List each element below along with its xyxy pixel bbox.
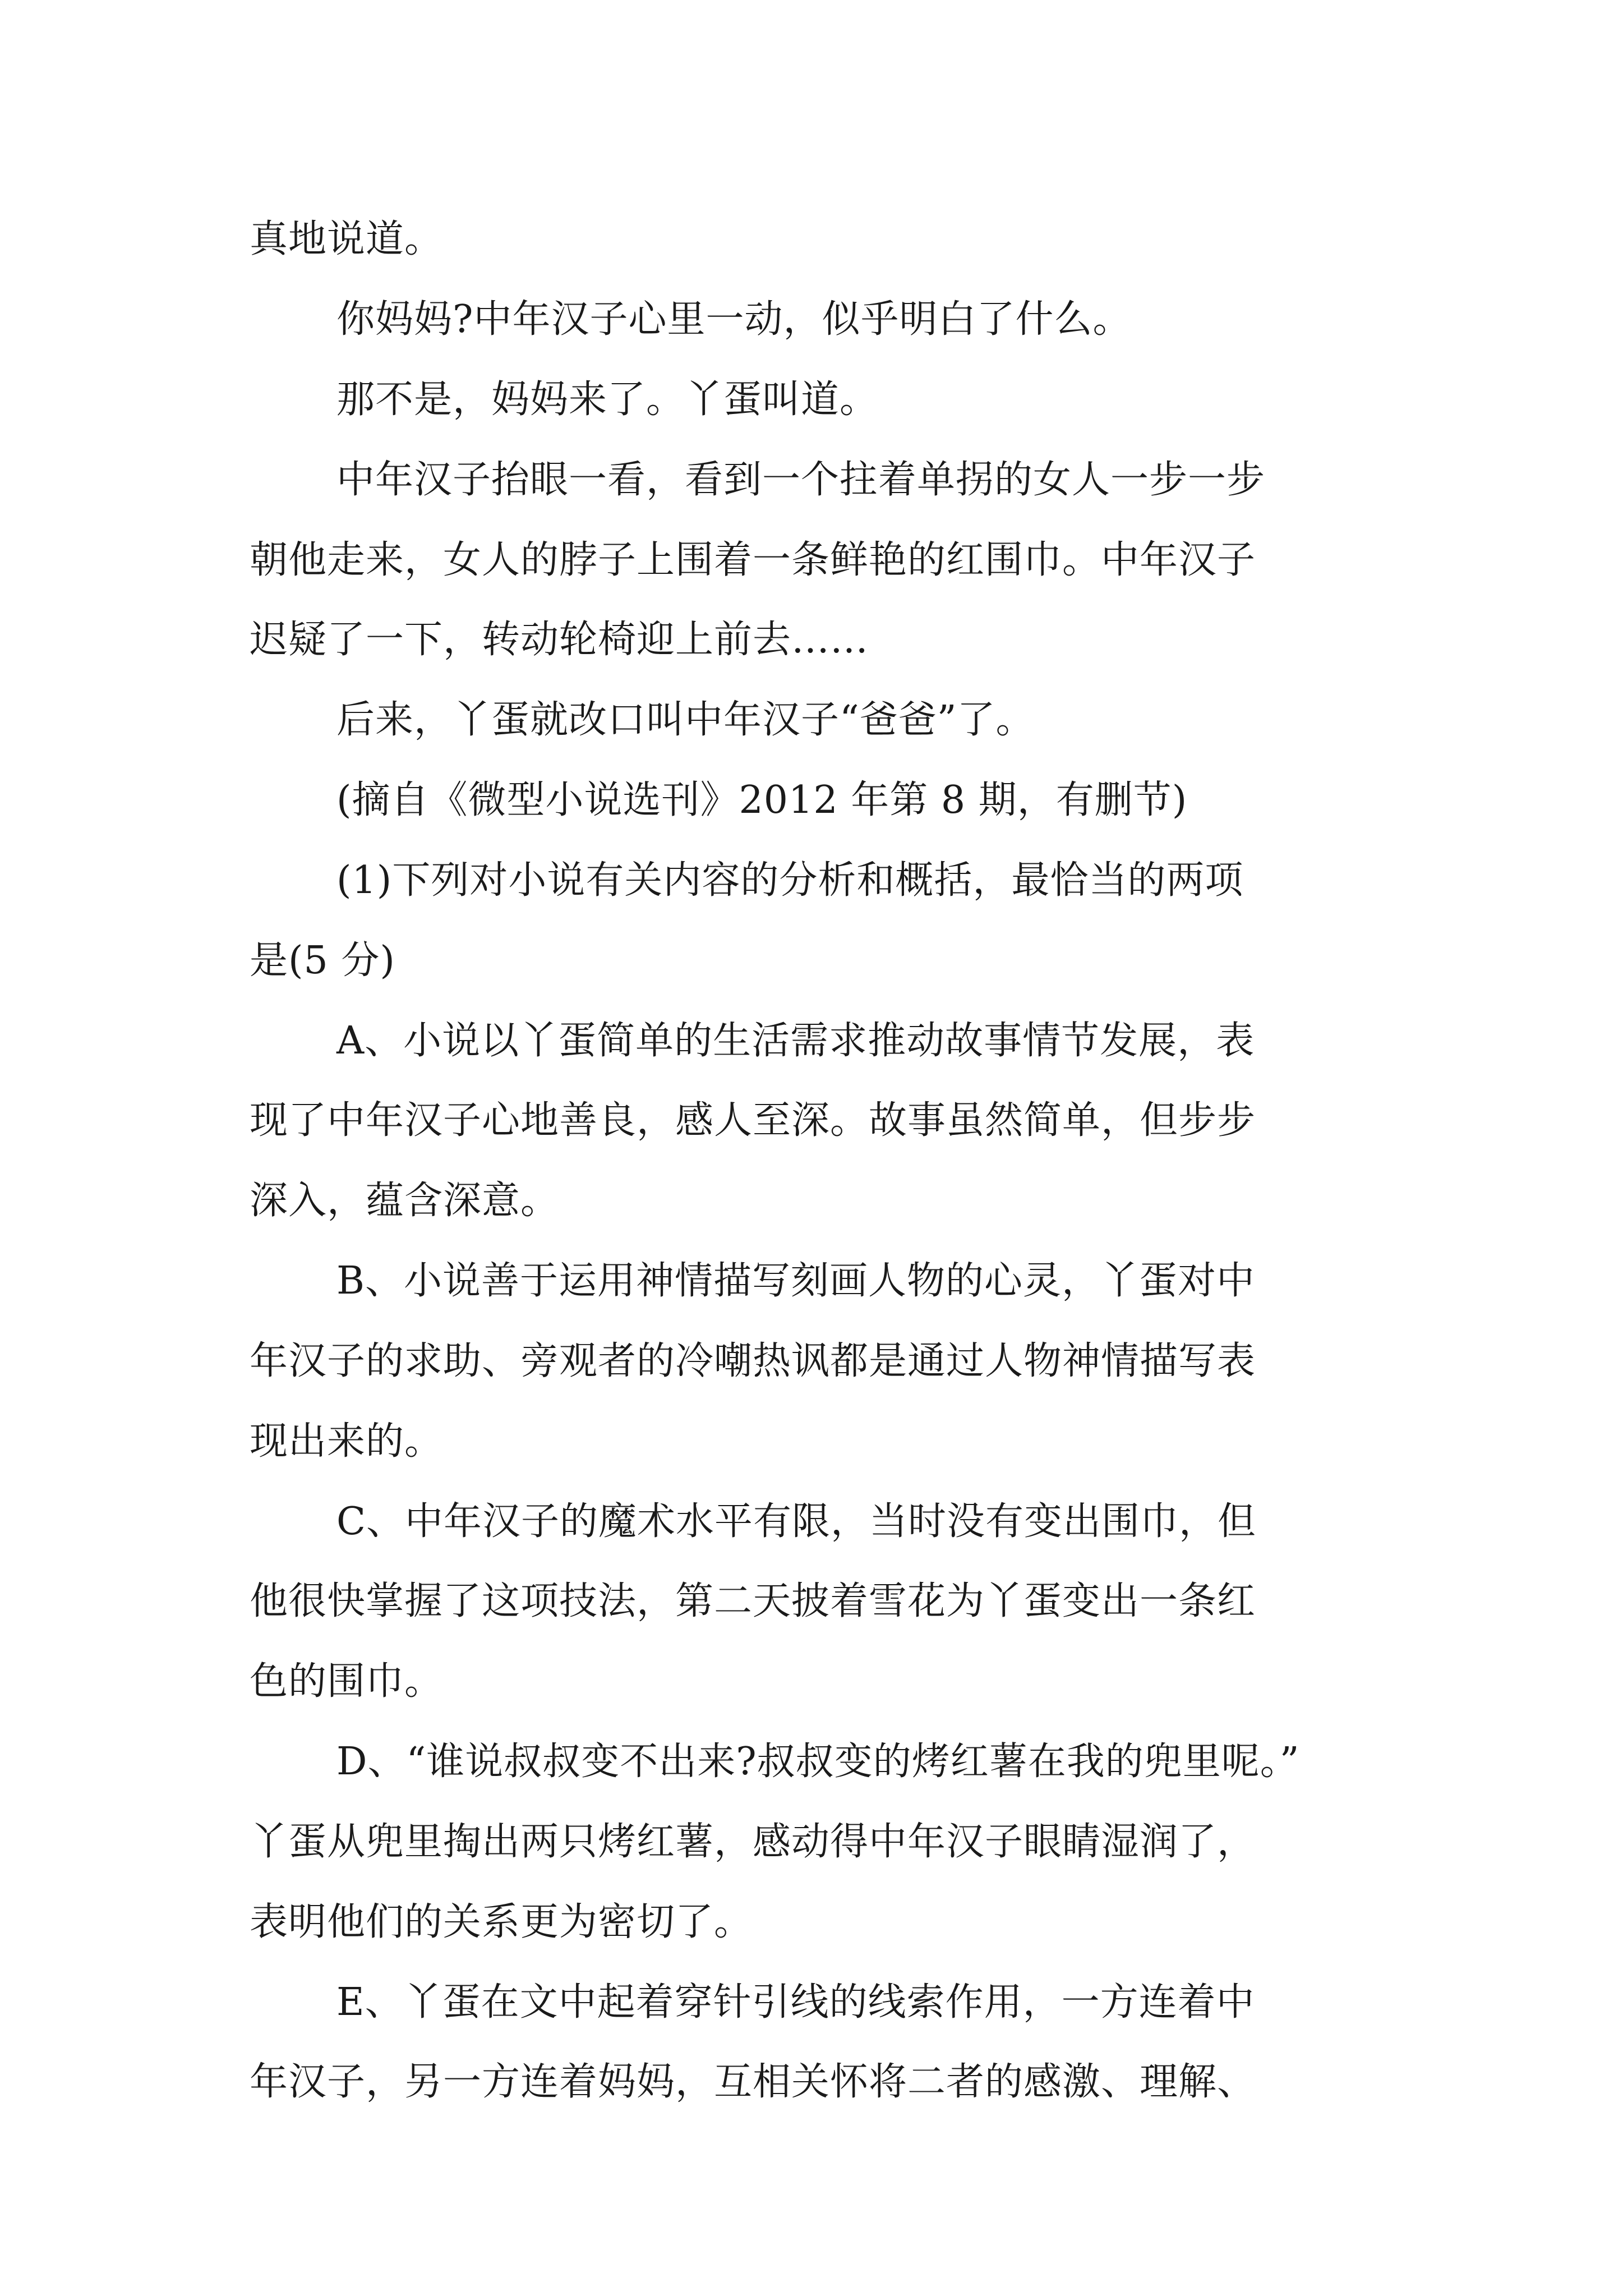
text-line: 年汉子的求助、旁观者的冷嘲热讽都是通过人物神情描写表 [250,1339,1256,1383]
text-line: 色的围巾。 [250,1659,444,1704]
text-line: C、中年汉子的魔术水平有限，当时没有变出围巾，但 [336,1499,1257,1544]
text-line: E、丫蛋在文中起着穿针引线的线索作用，一方连着中 [336,1980,1255,2024]
text-line: B、小说善于运用神情描写刻画人物的心灵，丫蛋对中 [336,1259,1255,1303]
text-line: 那不是，妈妈来了。丫蛋叫道。 [336,378,879,422]
text-line: 他很快掌握了这项技法，第二天披着雪花为丫蛋变出一条红 [250,1579,1256,1623]
text-line: 现出来的。 [250,1419,444,1464]
text-line: 你妈妈?中年汉子心里一动，似乎明白了什么。 [336,297,1132,342]
text-line: 是(5 分) [250,938,395,983]
text-line: 丫蛋从兜里掏出两只烤红薯，感动得中年汉子眼睛湿润了， [250,1820,1256,1864]
text-line: 朝他走来，女人的脖子上围着一条鲜艳的红围巾。中年汉子 [250,538,1256,582]
text-line: 迟疑了一下，转动轮椅迎上前去…… [250,618,869,662]
text-line: 现了中年汉子心地善良，感人至深。故事虽然简单，但步步 [250,1098,1256,1143]
text-line: 中年汉子抬眼一看，看到一个拄着单拐的女人一步一步 [336,458,1266,502]
text-line: 表明他们的关系更为密切了。 [250,1900,753,1944]
text-line: D、“谁说叔叔变不出来?叔叔变的烤红薯在我的兜里呢。” [336,1740,1300,1784]
text-line: 年汉子，另一方连着妈妈，互相关怀将二者的感激、理解、 [250,2060,1256,2104]
text-line: (1)下列对小说有关内容的分析和概括，最恰当的两项 [336,858,1244,903]
text-line: 真地说道。 [250,217,444,261]
text-line: (摘自《微型小说选刊》2012 年第 8 期，有删节) [336,778,1188,822]
text-line: 深入，蕴含深意。 [250,1179,560,1223]
text-line: 后来，丫蛋就改口叫中年汉子“爸爸”了。 [336,698,1035,742]
text-line: A、小说以丫蛋简单的生活需求推动故事情节发展，表 [336,1019,1255,1063]
